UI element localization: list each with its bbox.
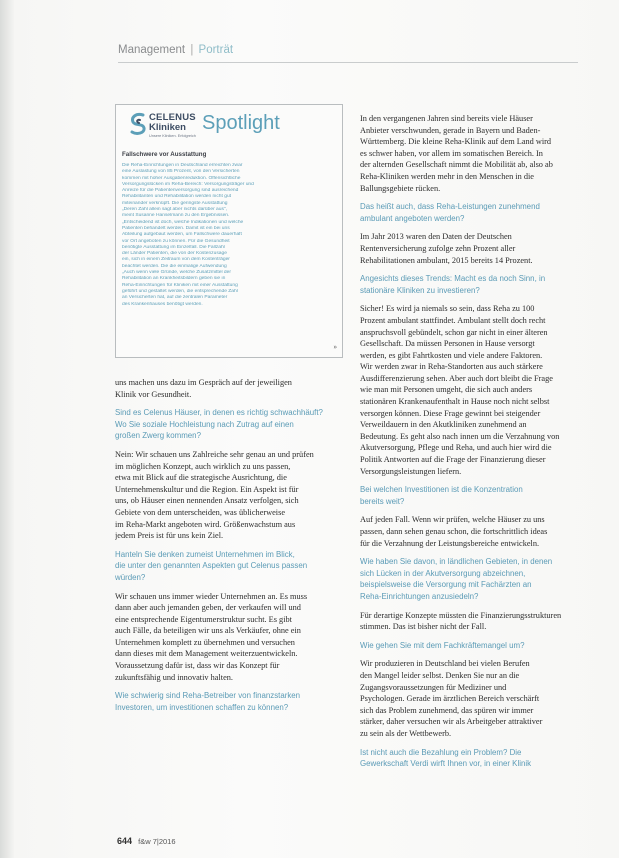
text-line: etwa mit Blick auf die strategische Ausrichtung, die: [115, 473, 287, 483]
text-line: sich Lücken in der Akutversorgung abzeichnen,: [360, 568, 526, 578]
interview-question: [115, 407, 347, 442]
text-line: Gebiete von dem unterscheiden, was üblicherweise: [115, 507, 286, 517]
page-number: 644: [117, 836, 133, 846]
text-line: eine entsprechende Eigentumerstruktur sucht. Es gibt: [115, 614, 292, 624]
spotlight-box-line: Rehabilitation an Krankheitsbildern geben sie in: [122, 276, 226, 282]
spotlight-box-line: Die Reha-Einrichtungen in Deutschland erreichten zwar: [122, 163, 243, 168]
text-line: uns machen uns dazu im Gespräch auf der jeweiligen: [115, 378, 292, 387]
interview-question: [115, 690, 347, 713]
text-line: bereits weit?: [360, 496, 405, 506]
interview-question: [360, 273, 588, 296]
interview-question: [360, 556, 588, 602]
text-line: auch Fälle, da beteiligen wir uns als Verkäufer, ohne ein: [115, 626, 301, 636]
text-line: Wir schauen uns immer wieder Unternehmen an. Es muss: [115, 591, 308, 601]
text-line: Ausdifferenzierung sehen. Aber auch dort bleibt die Frage: [360, 373, 553, 383]
spotlight-box-line: Reha-Einrichtungen für Kliniken mit einer Ausstattung: [122, 282, 238, 288]
text-line: Unternehmenskultur und die Region. Ein Aspekt ist für: [115, 484, 299, 494]
header-rule: [118, 62, 578, 63]
text-line: Voraussetzung dafür ist, dass wir das Konzept für: [115, 661, 280, 671]
text-line: Versorgungsleistungen liefern.: [360, 466, 462, 476]
text-line: Gewerkschaft Verdi wirft Ihnen vor, in einer Klinik: [360, 759, 532, 769]
interview-answer: [360, 303, 588, 477]
interview-question: [360, 484, 588, 507]
logo-tagline: Unsere Kliniken. Erfolgreich: [149, 134, 196, 138]
text-line: zukunftsfähig und innovativ halten.: [115, 672, 233, 682]
interview-question: [360, 201, 588, 224]
spotlight-box-line: Anreize für die Patientenversorgung sind ausreichend: [122, 188, 239, 194]
interview-answer: [360, 658, 588, 739]
spotlight-box-line: beachtet werden. Die die einmalige Aufwendung: [122, 263, 227, 269]
page-footer: [117, 836, 176, 846]
text-line: Politik Antworten auf die Frage der Finanzierung dieser: [360, 455, 546, 465]
page-header: [118, 44, 233, 56]
text-line: im Reha-Markt angeboten wird. Größenwachstum aus: [115, 519, 296, 529]
text-line: Ist nicht auch die Bezahlung ein Problem? Die: [360, 747, 522, 757]
article-column-left: [115, 377, 347, 720]
text-line: Akutversorgung, Pflege und Reha, und auch hier wird die: [360, 443, 552, 453]
header-separator: |: [190, 44, 194, 56]
text-line: stärker, daher versuchen wir als Arbeitgeber attraktiver: [360, 717, 543, 727]
text-line: Wir werden zwar in Reha-Standorten aus auch stärkere: [360, 362, 543, 372]
text-line: den Mangel leider selbst. Denken Sie nur an die: [360, 670, 520, 680]
text-line: stimmen. Das ist bisher nicht der Fall.: [360, 622, 487, 632]
spotlight-heading: Spotlight: [202, 112, 280, 134]
text-line: Wir produzieren in Deutschland bei vielen Berufen: [360, 659, 530, 669]
text-line: Wie gehen Sie mit dem Fachkräftemangel um?: [360, 640, 525, 650]
spotlight-box-line: miteinander verknüpft. Die geringste Ausstattung: [122, 200, 228, 206]
text-line: ambulant angeboten werden?: [360, 213, 465, 223]
spotlight-box-line: „Auch wenn viele Gründe, welche Zusatzmittel der: [122, 270, 232, 276]
spotlight-box-line: Rehabilitanten und Rehabilitation werden nicht gut: [122, 194, 232, 200]
interview-answer: [360, 231, 588, 266]
article-column-right: [360, 113, 588, 777]
spotlight-box: [115, 104, 343, 358]
text-line: die unter den genannten Aspekten gut Celenus passen: [115, 561, 308, 571]
text-line: beispielsweise die Versorgung mit Fachärzten an: [360, 580, 532, 590]
text-line: Das heißt auch, dass Reha-Leistungen zunehmend: [360, 202, 540, 212]
spotlight-box-line: Patienten behandelt werden. Damit ist ein bei uns: [122, 225, 230, 231]
text-line: Prozent ambulant stattfindet. Ambulant stellt doch recht: [360, 315, 546, 325]
text-line: Württemberg. Die kleine Reha-Klinik auf dem Land wird: [360, 137, 552, 147]
text-line: großen Zwerg kommen?: [115, 431, 201, 441]
spotlight-box-line: „Deren Zahl allein sagt aber nichts darüber aus“,: [122, 207, 227, 213]
text-line: Sind es Celenus Häuser, in denen es richtig schwachhäuft?: [115, 408, 323, 418]
text-line: Psychologen. Gerade im ärztlichen Bereich verschärft: [360, 694, 540, 704]
text-line: stationäre Kliniken zu investieren?: [360, 285, 480, 295]
interview-answer: [360, 610, 588, 633]
text-line: anspruchsvoll gebündelt, schon gar nicht in einer älteren: [360, 327, 548, 337]
text-line: Gesellschaft. Da müssen Personen in Hause versorgt: [360, 339, 535, 349]
header-section: Management: [118, 44, 186, 56]
spotlight-box-line: Versorgungslücken im Reha-Bereich: Versorgungsträger und: [122, 181, 254, 187]
spotlight-box-line: vor Ort angeboten zu können. Für die Gesundheit: [122, 238, 230, 244]
text-line: Verweildauern in den Akutkliniken zunehmend an: [360, 420, 527, 430]
spotlight-box-text: [122, 163, 336, 308]
spotlight-box-line: geführt und gestaltet werden, die entsprechende Zahl: [122, 288, 238, 294]
text-line: Nein: Wir schauen uns Zahlreiche sehr genau an und prüfen: [115, 449, 314, 459]
logo-wordmark-bottom: Kliniken: [149, 122, 186, 133]
text-line: sich das Problem zunehmend, das spüren wir immer: [360, 705, 534, 715]
text-line: passen, dann sehen genau schon, die fortschrittlich ideas: [360, 527, 548, 536]
celenus-logo-icon: [130, 112, 147, 136]
text-line: Wo Sie soziale Hochleistung nach Zutrag auf einen: [115, 419, 294, 429]
page-fold-shadow: [0, 0, 14, 858]
interview-answer: [115, 377, 347, 400]
continue-arrow: »: [333, 343, 337, 351]
spotlight-box-line: „Entscheidend ist doch, welche Indikationen und welche: [122, 219, 244, 225]
spotlight-box-line: ein, sich in einem Zeitraum von dem Kostenträger: [122, 257, 230, 263]
interview-question: [360, 747, 588, 770]
interview-answer: [115, 449, 347, 542]
text-line: Zugangsvoraussetzungen für Mediziner und: [360, 682, 507, 692]
text-line: Im Jahr 2013 waren den Daten der Deutschen: [360, 232, 512, 242]
text-line: würden?: [115, 572, 146, 582]
text-line: Investoren, um investitionen schaffen zu können?: [115, 702, 289, 712]
text-line: Bei welchen Investitionen ist die Konzentration: [360, 485, 523, 495]
text-line: zu sein als der Wettbewerb.: [360, 728, 452, 738]
spotlight-box-line: kommen mit hoher Ausgabenreduktion. Offensichtliche: [122, 175, 241, 181]
text-line: für die Verzahnung der Leistungsbereiche entwickeln.: [360, 538, 540, 548]
logo-wordmark-top: CELENUS: [149, 112, 196, 123]
interview-answer: [360, 514, 588, 549]
text-line: Reha-Einrichtungen anzusiedeln?: [360, 591, 479, 601]
text-line: versorgen können. Diese Frage gewinnt bei steigender: [360, 408, 541, 418]
text-line: werden, es gibt Fahrtkosten und viele andere Faktoren.: [360, 350, 543, 360]
text-line: Bedeutung. Es geht also nach innen um die Verzahnung von: [360, 431, 560, 441]
text-line: Unternehmen komplett zu übernehmen und versuchen: [115, 637, 295, 647]
spotlight-box-line: benötigte Ausstattung im Einzelfall. Die Fallzahl: [122, 244, 225, 250]
text-line: Rehabilitationen ambulant, 2015 bereits 14 Prozent.: [360, 255, 533, 265]
spotlight-box-line: eine Auslastung von 85 Prozent, von den Versicherten: [122, 169, 240, 175]
text-line: Sicher! Es wird ja niemals so sein, dass Reha zu 100: [360, 304, 535, 314]
text-line: dann dieses mit dem Management weiterzuentwickeln.: [115, 649, 298, 659]
text-line: Auf jeden Fall. Wenn wir prüfen, welche Häuser zu uns: [360, 515, 545, 525]
text-line: Wie schwierig sind Reha-Betreiber von finanzstarken: [115, 691, 301, 701]
text-line: Wie haben Sie davon, in ländlichen Gebieten, in denen: [360, 557, 553, 567]
text-line: wie man mit Personen umgeht, die sich auch anders: [360, 385, 533, 395]
text-line: im möglichen Konzept, auch wirklich zu uns passen,: [115, 461, 291, 471]
text-line: stationären Krankenaufenthalt in Hause noch nicht selbst: [360, 397, 550, 407]
spotlight-box-line: an Versicherten hat, auf die zentralen Parameter: [122, 295, 228, 301]
publication-name: f&w 7|2016: [138, 837, 176, 846]
spotlight-box-line: der Länder Patienten, die von der Kostenzusage: [122, 251, 227, 257]
text-line: Angesichts dieses Trends: Macht es da noch Sinn, in: [360, 274, 546, 284]
text-line: Für derartige Konzepte müssten die Finanzierungsstrukturen: [360, 610, 562, 620]
text-line: dann aber auch jemanden geben, der verkaufen will und: [115, 603, 301, 613]
header-subsection: Porträt: [198, 44, 234, 56]
celenus-logo: [130, 110, 200, 144]
text-line: Anbieter verschwunden, gerade in Bayern und Baden-: [360, 125, 541, 135]
text-line: Rentenversicherung zufolge zehn Prozent aller: [360, 243, 516, 253]
spotlight-box-line: meint Susanne Hanselmann zu den Ergebnissen.: [122, 213, 230, 219]
interview-answer: [115, 591, 347, 684]
text-line: Klinik vor Gesundheit.: [115, 389, 192, 399]
text-line: uns, ob Häuser einen nennenden Ansatz verfolgen, sich: [115, 496, 299, 506]
spotlight-box-line: Abteilung aufgebaut werden, um Fallschwere dauerhaft: [122, 232, 242, 238]
spotlight-box-line: des Krankenhauses benötigt werden.: [122, 301, 203, 307]
text-line: jedem Preis ist für uns kein Ziel.: [115, 531, 224, 541]
interview-answer: [360, 113, 588, 194]
text-line: Reha-Kliniken werden mehr in den Menschen in die: [360, 171, 534, 181]
text-line: der alternden Gesellschaft nimmt die Mobilität ab, also ab: [360, 160, 553, 170]
text-line: es schwer haben, vor allem im somatischen Bereich. In: [360, 148, 543, 158]
interview-question: [360, 640, 588, 652]
spotlight-box-title: Fallschwere vor Ausstattung: [122, 151, 207, 158]
interview-question: [115, 549, 347, 584]
text-line: In den vergangenen Jahren sind bereits viele Häuser: [360, 114, 533, 123]
text-line: Ballungsgebiete rücken.: [360, 183, 441, 193]
text-line: Hanteln Sie denken zumeist Unternehmen im Blick,: [115, 549, 295, 559]
